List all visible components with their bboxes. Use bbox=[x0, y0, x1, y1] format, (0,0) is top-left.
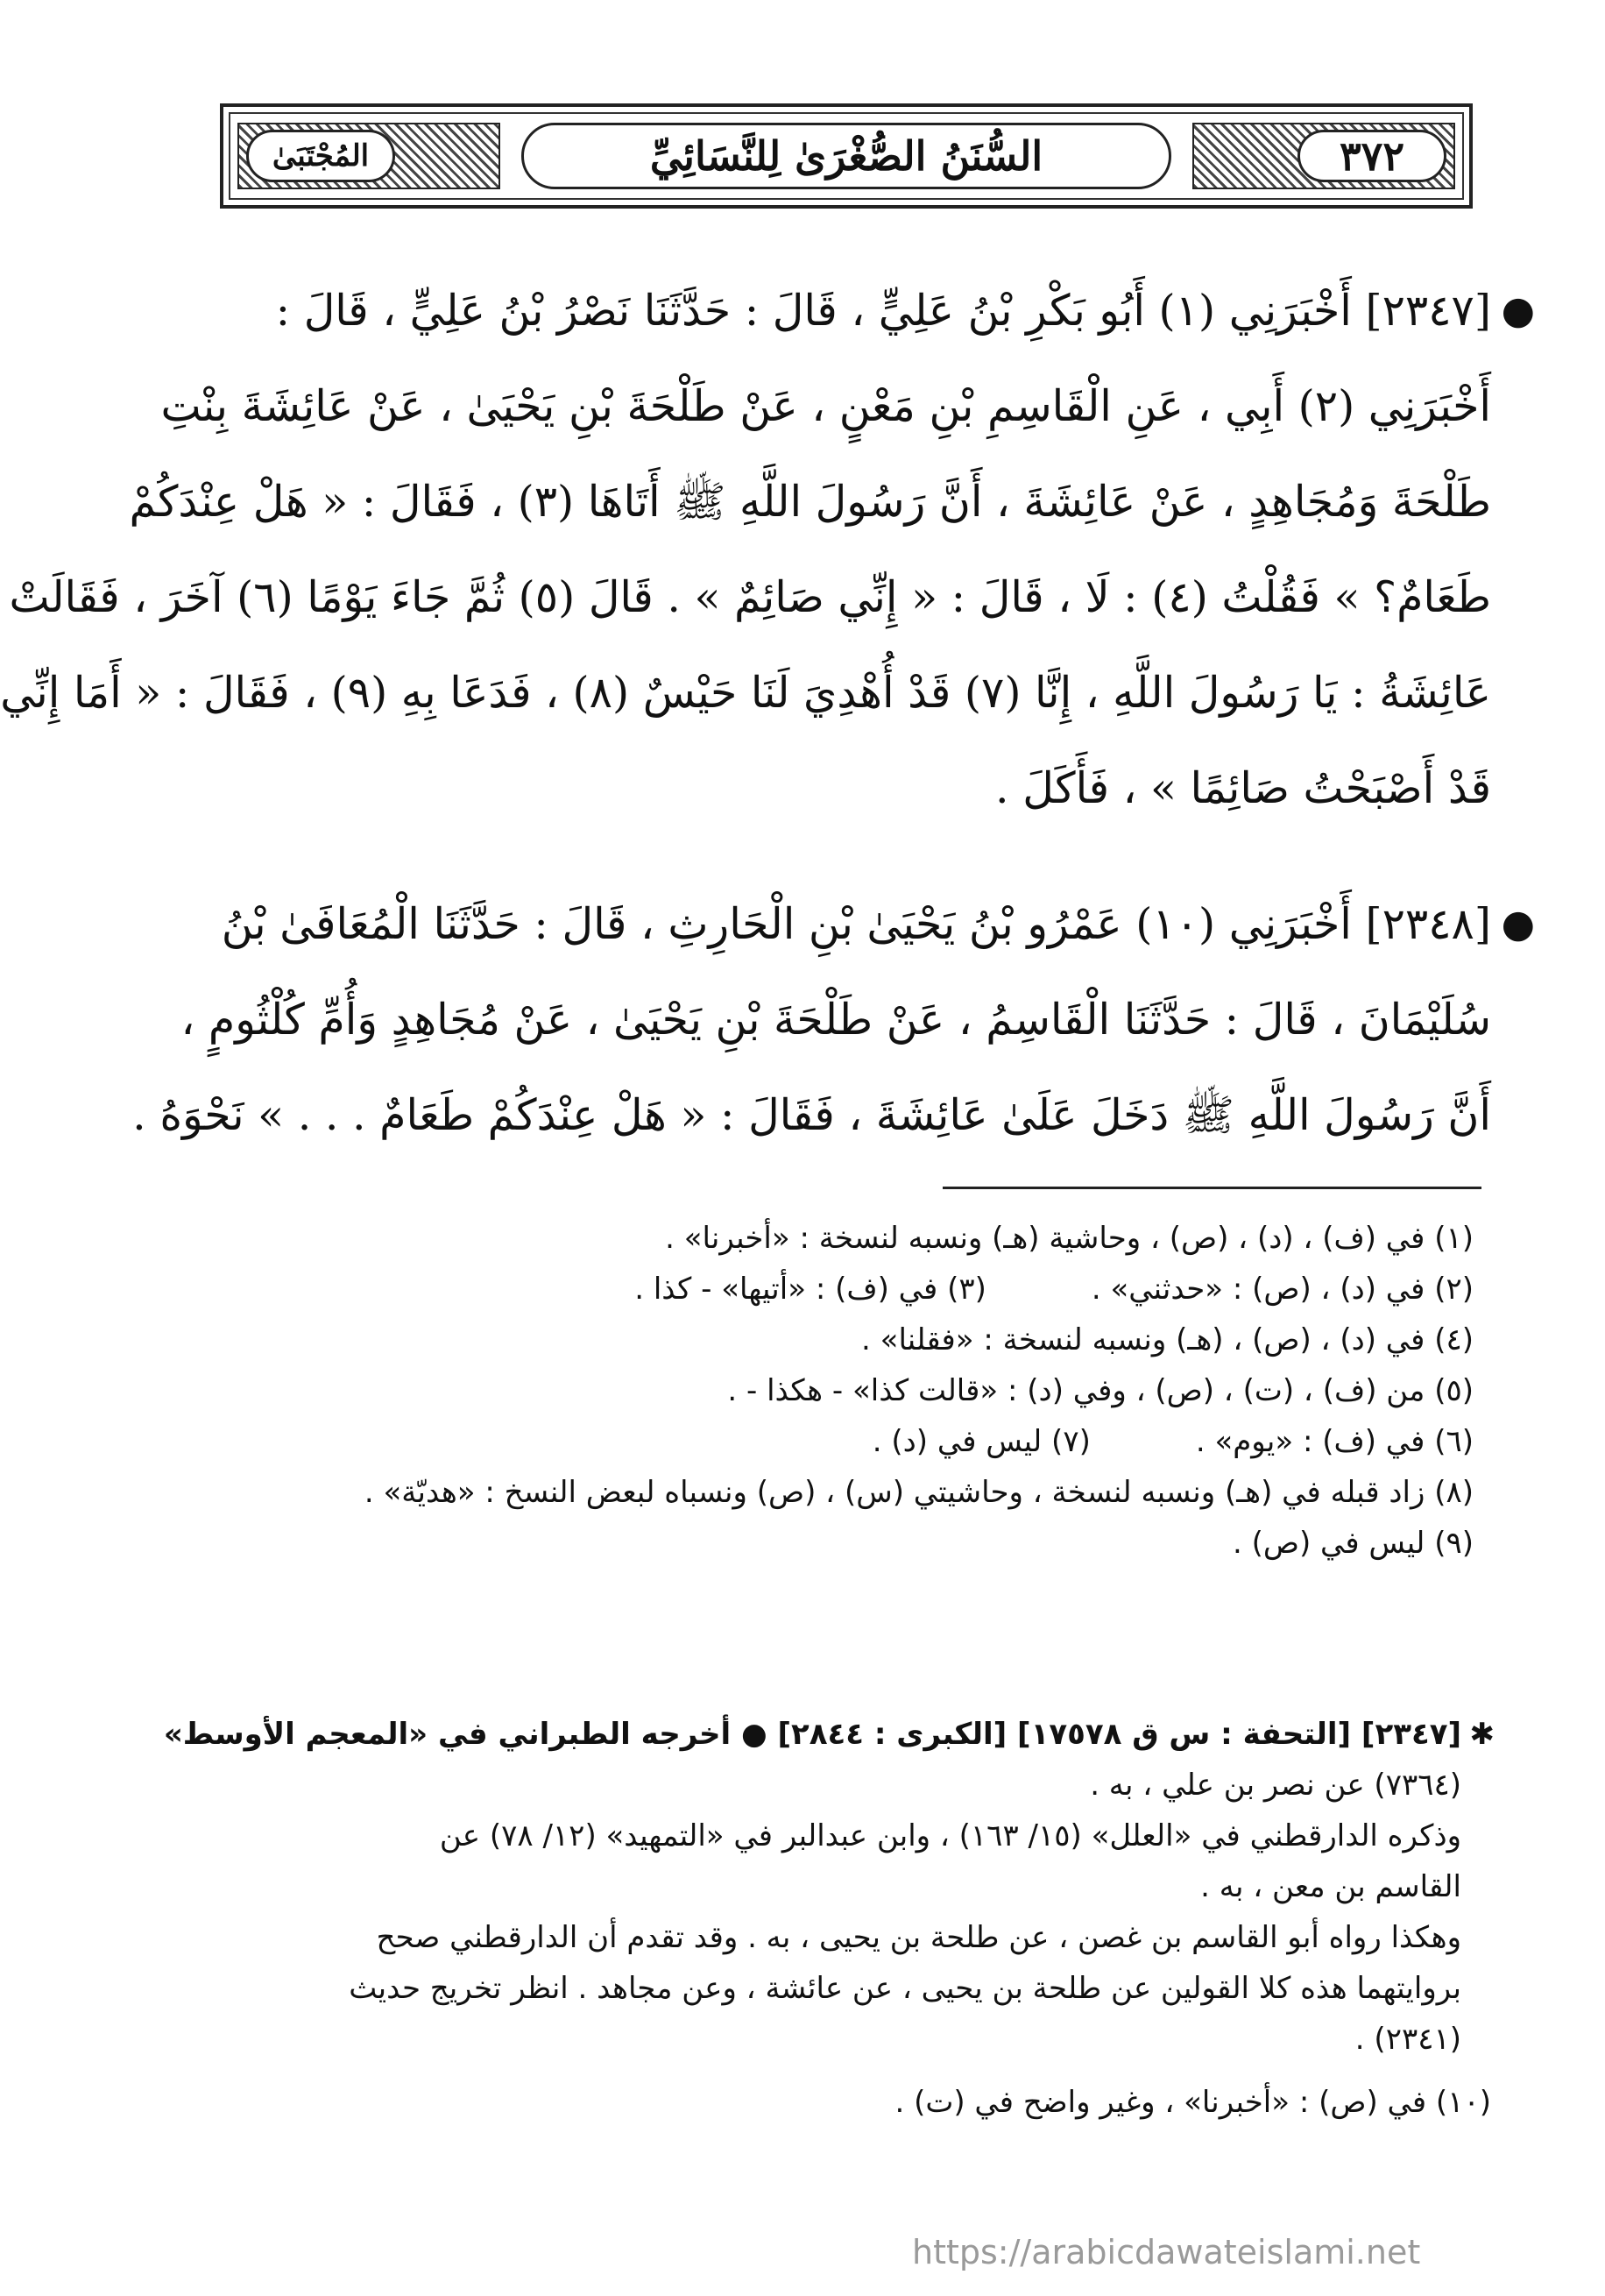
hadith-line: [٢٣٤٨] أَخْبَرَنِي (١٠) عَمْرُو بْنُ يَحْيَىٰ بْنِ الْحَارِثِ ، قَالَ : حَدَّثَنَا الْمُعَافَىٰ بْنُ bbox=[221, 899, 1491, 949]
hadith-line: أَنَّ رَسُولَ اللَّهِ ﷺ دَخَلَ عَلَىٰ عَائِشَةَ ، فَقَالَ : « هَلْ عِنْدَكُمْ طَعَامٌ . . . » نَحْوَهُ . bbox=[132, 1090, 1491, 1140]
hadith-line: قَدْ أَصْبَحْتُ صَائِمًا » ، فَأَكَلَ . bbox=[995, 763, 1491, 813]
footnote: (١) في (ف) ، (د) ، (ص) ، وحاشية (هـ) ونسبه لنسخة : «أخبرنا» . bbox=[665, 1221, 1474, 1256]
page-header-frame bbox=[220, 103, 1473, 209]
hadith-line: سُلَيْمَانَ ، قَالَ : حَدَّثَنَا الْقَاسِمُ ، عَنْ طَلْحَةَ بْنِ يَحْيَىٰ ، عَنْ مُجَاهِدٍ وَأُمِّ كُلْثُومٍ ، bbox=[180, 995, 1491, 1045]
hadith-line: طَلْحَةَ وَمُجَاهِدٍ ، عَنْ عَائِشَةَ ، أَنَّ رَسُولَ اللَّهِ ﷺ أَتَاهَا (٣) ، فَقَالَ : « هَلْ عِنْدَكُمْ bbox=[129, 477, 1491, 527]
takhrij-line: القاسم بن معن ، به . bbox=[1200, 1869, 1461, 1904]
footnote: (٧) ليس في (د) . bbox=[872, 1424, 1091, 1459]
footnote-row bbox=[221, 1264, 1474, 1315]
book-badge-ornament bbox=[237, 123, 500, 189]
takhrij-line: وهكذا رواه أبو القاسم بن غصن ، عن طلحة بن يحيى ، به . وقد تقدم أن الدارقطني صحح bbox=[376, 1920, 1461, 1955]
hadith-line: طَعَامٌ؟ » فَقُلْتُ (٤) : لَا ، قَالَ : « إِنِّي صَائِمٌ » . قَالَ (٥) ثُمَّ جَاءَ يَوْمًا (٦) آخَرَ ، فَقَالَتْ bbox=[9, 572, 1491, 622]
bullet-icon: ● bbox=[1501, 902, 1535, 946]
hadith-2347 bbox=[0, 263, 1535, 836]
footnotes bbox=[221, 1213, 1474, 1569]
takhrij-line: وذكره الدارقطني في «العلل» (١٥/ ١٦٣) ، وابن عبدالبر في «التمهيد» (١٢/ ٧٨) عن bbox=[439, 1818, 1461, 1853]
footnote: (٣) في (ف) : «أتيها» - كذا . bbox=[634, 1272, 986, 1307]
watermark-url: https://arabicdawateislami.net bbox=[912, 2233, 1421, 2271]
takhrij-line: (٧٣٦٤) عن نصر بن علي ، به . bbox=[1090, 1768, 1461, 1803]
footnote-row bbox=[221, 1416, 1474, 1467]
hadith-line: [٢٣٤٧] أَخْبَرَنِي (١) أَبُو بَكْرِ بْنُ عَلِيٍّ ، قَالَ : حَدَّثَنَا نَصْرُ بْنُ عَلِيٍّ ، قَالَ : bbox=[275, 286, 1491, 336]
asterisk-icon: ✱ bbox=[1469, 1717, 1495, 1752]
takhrij-line: [٢٣٤٧] [التحفة : س ق ١٧٥٧٨] [الكبرى : ٢٨٤٤] ● أخرجه الطبراني في «المعجم الأوسط» bbox=[163, 1717, 1461, 1752]
bullet-icon: ● bbox=[1501, 288, 1535, 333]
hadith-2348 bbox=[132, 876, 1535, 1163]
footnote: (١٠) في (ص) : «أخبرنا» ، وغير واضح في (ت) . bbox=[894, 2085, 1491, 2120]
footnote: (٥) من (ف) ، (ت) ، (ص) ، وفي (د) : «قالت كذا» - هكذا - . bbox=[727, 1373, 1474, 1408]
takhrij-section bbox=[163, 1709, 1495, 2128]
footnote: (٨) زاد قبله في (هـ) ونسبه لنسخة ، وحاشيتي (س) ، (ص) ونسباه لبعض النسخ : «هديّة» . bbox=[364, 1475, 1474, 1510]
hadith-line: عَائِشَةُ : يَا رَسُولَ اللَّهِ ، إِنَّا (٧) قَدْ أُهْدِيَ لَنَا حَيْسٌ (٨) ، فَدَعَا بِهِ (٩) ، فَقَالَ : « أَمَا إِنِّي bbox=[0, 668, 1491, 718]
hadith-line: أَخْبَرَنِي (٢) أَبِي ، عَنِ الْقَاسِمِ بْنِ مَعْنٍ ، عَنْ طَلْحَةَ بْنِ يَحْيَىٰ ، عَنْ عَائِشَةَ بِنْتِ bbox=[160, 381, 1491, 431]
footnote: (٦) في (ف) : «يوم» . bbox=[1195, 1424, 1474, 1459]
takhrij-line: بروايتهما هذه كلا القولين عن طلحة بن يحيى ، عن عائشة ، وعن مجاهد . انظر تخريج حديث bbox=[349, 1971, 1461, 2006]
footnote: (٤) في (د) ، (ص) ، (هـ) ونسبه لنسخة : «فقلنا» . bbox=[861, 1322, 1474, 1357]
footnote: (٩) ليس في (ص) . bbox=[1232, 1526, 1474, 1561]
book-badge: المُجْتَبَىٰ bbox=[246, 130, 395, 182]
footnote-separator bbox=[943, 1187, 1481, 1189]
takhrij-line: (٢٣٤١) . bbox=[1354, 2022, 1461, 2057]
page-number: ٣٧٢ bbox=[1297, 130, 1446, 182]
footnote: (٢) في (د) ، (ص) : «حدثني» . bbox=[1091, 1272, 1474, 1307]
book-title: السُّنَنُ الصُّغْرَىٰ لِلنَّسَائِيِّ bbox=[521, 123, 1171, 189]
page-number-ornament bbox=[1192, 123, 1455, 189]
